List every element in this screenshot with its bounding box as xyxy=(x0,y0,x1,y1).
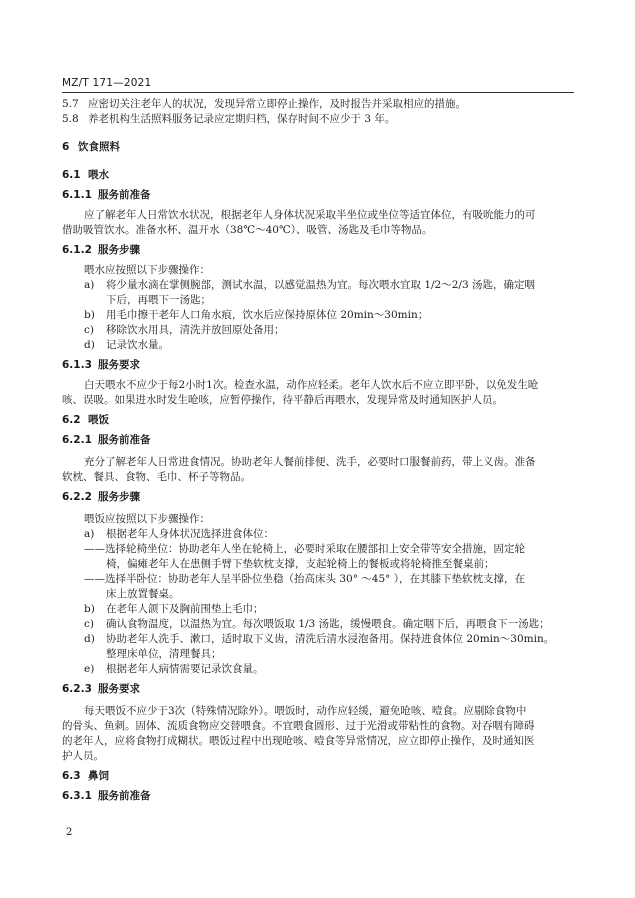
section-number: 6.1.1 xyxy=(62,189,92,201)
list-item-text: 记录饮水量。 xyxy=(106,339,169,351)
paragraph-line: 整理床单位，清理餐具； xyxy=(106,648,222,660)
section-heading: 鼻饲 xyxy=(88,770,109,782)
item-number: a) xyxy=(84,279,95,291)
paragraph-line: 的老年人，应将食物打成糊状。喂饭过程中出现呛咳、噎食等异常情况，应立即停止操作，及时通知医 xyxy=(62,735,535,747)
section-heading: 喂饭 xyxy=(88,414,109,426)
paragraph-line: 护人员。 xyxy=(62,750,104,762)
paragraph-line: 软枕、餐具、食物、毛巾、杯子等物品。 xyxy=(62,471,251,483)
section-heading: 服务前准备 xyxy=(98,434,151,446)
paragraph-line: ——选择半卧位：协助老年人呈半卧位坐稳（抬高床头 30° ～45° ），在其膝下垫软枕支撑，在 xyxy=(84,573,525,585)
header-divider xyxy=(62,92,574,93)
paragraph-line: 椅，偏瘫老年人在患侧手臂下垫软枕支撑，支起轮椅上的餐板或将轮椅推至餐桌前； xyxy=(106,558,495,570)
paragraph-line: 咳、误吸。如果进水时发生呛咳，应暂停操作，待平静后再喂水，发现异常及时通知医护人员。 xyxy=(62,394,503,406)
item-number: d) xyxy=(84,339,95,351)
section-heading: 服务步骤 xyxy=(98,491,140,503)
list-item-text: 应密切关注老年人的状况，发现异常立即停止操作，及时报告并采取相应的措施。 xyxy=(88,98,466,110)
section-number: 6.1.3 xyxy=(62,359,92,371)
paragraph-line: 的骨头、鱼刺。固体、流质食物应交替喂食。不宜喂食圆形、过于光滑或带粘性的食物。对吞咽有障碍 xyxy=(62,720,535,732)
paragraph-line: 应了解老年人日常饮水状况，根据老年人身体状况采取半坐位或坐位等适宜体位，有吸吮能力的可 xyxy=(84,209,536,221)
paragraph-line: 下后，再喂下一汤匙； xyxy=(106,294,211,306)
section-heading: 服务要求 xyxy=(98,359,140,371)
section-number: 6.2.1 xyxy=(62,434,92,446)
item-number: c) xyxy=(84,324,94,336)
section-number: 6.1 xyxy=(62,169,81,181)
paragraph-line: 每天喂饭不应少于3次（特殊情况除外）。喂饭时，动作应轻缓，避免呛咳、噎食。应剔除食物中 xyxy=(84,705,527,717)
section-number: 6.3 xyxy=(62,770,81,782)
list-item-text: 将少量水滴在掌侧腕部，测试水温，以感觉温热为宜。每次喂水宜取 1/2～2/3 汤匙，确定咽 xyxy=(106,279,535,291)
item-number: 5.8 xyxy=(62,113,79,125)
paragraph-line: 喂饭应按照以下步骤操作： xyxy=(84,513,210,525)
paragraph-line: 床上放置餐桌。 xyxy=(106,588,180,600)
list-item-text: 移除饮水用具，清洗并放回原处备用； xyxy=(106,324,285,336)
paragraph-line: 白天喂水不应少于每2小时1次。检查水温，动作应轻柔。老年人饮水后不应立即平卧，以免发生呛 xyxy=(84,379,539,391)
list-item-text: 协助老年人洗手、漱口，适时取下义齿，清洗后清水浸泡备用。保持进食体位 20min～30min。 xyxy=(106,633,555,645)
section-number: 6.1.2 xyxy=(62,244,92,256)
section-heading: 喂水 xyxy=(88,169,109,181)
paragraph-line: 借助吸管饮水。准备水杯、温开水（38℃～40℃）、吸管、汤匙及毛巾等物品。 xyxy=(62,224,433,236)
section-number: 6.2.3 xyxy=(62,683,92,695)
list-item-text: 用毛巾擦干老年人口角水痕，饮水后应保持原体位 20min～30min； xyxy=(106,309,429,321)
list-item-text: 在老年人颌下及胸前围垫上毛巾； xyxy=(106,603,264,615)
item-number: a) xyxy=(84,528,95,540)
section-heading: 服务步骤 xyxy=(98,244,140,256)
item-number: e) xyxy=(84,663,95,675)
paragraph-line: 喂水应按照以下步骤操作： xyxy=(84,264,210,276)
standard-code-header: MZ/T 171—2021 xyxy=(62,77,152,89)
item-number: b) xyxy=(84,603,95,615)
paragraph-line: ——选择轮椅坐位：协助老年人坐在轮椅上，必要时采取在腰部扣上安全带等安全措施，固定轮 xyxy=(84,543,525,555)
item-number: d) xyxy=(84,633,95,645)
section-heading: 服务要求 xyxy=(98,683,140,695)
section-number: 6.2 xyxy=(62,414,81,426)
item-number: b) xyxy=(84,309,95,321)
list-item-text: 根据老年人身体状况选择进食体位： xyxy=(106,528,274,540)
section-heading: 服务前准备 xyxy=(98,189,151,201)
section-heading: 服务前准备 xyxy=(98,790,151,802)
list-item-text: 养老机构生活照料服务记录应定期归档，保存时间不应少于 3 年。 xyxy=(88,113,396,125)
page-number: 2 xyxy=(66,827,73,838)
section-number: 6.2.2 xyxy=(62,491,92,503)
section-heading: 饮食照料 xyxy=(78,141,120,153)
section-number: 6 xyxy=(62,141,70,153)
section-number: 6.3.1 xyxy=(62,790,92,802)
item-number: 5.7 xyxy=(62,98,79,110)
list-item-text: 根据老年人病情需要记录饮食量。 xyxy=(106,663,264,675)
paragraph-line: 充分了解老年人日常进食情况。协助老年人餐前排便、洗手，必要时口服餐前药，带上义齿。准备 xyxy=(84,456,536,468)
item-number: c) xyxy=(84,618,94,630)
list-item-text: 确认食物温度，以温热为宜。每次喂饭取 1/3 汤匙，缓慢喂食。确定咽下后，再喂食下一汤匙； xyxy=(106,618,550,630)
